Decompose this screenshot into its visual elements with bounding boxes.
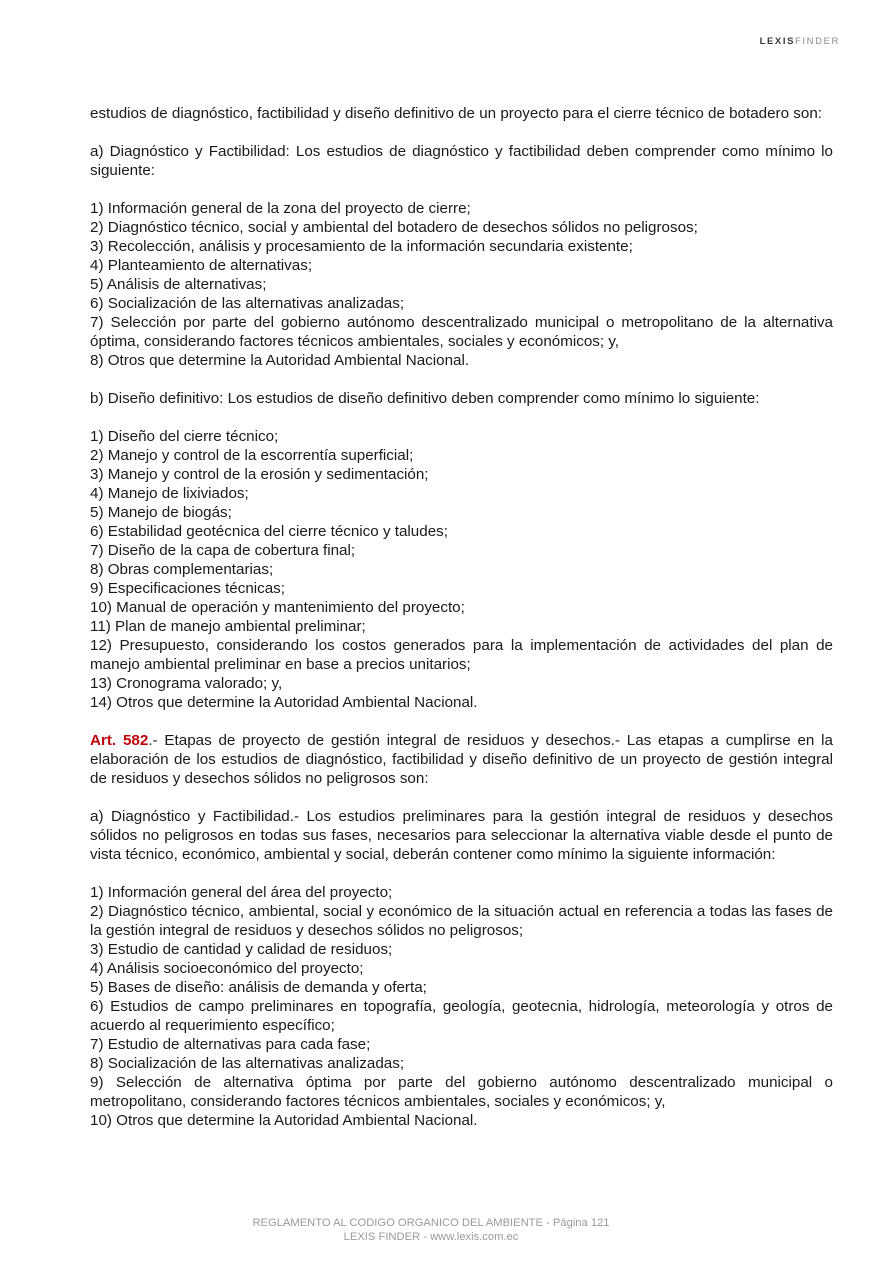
list-item: 4) Planteamiento de alternativas;	[90, 257, 313, 274]
lexis-finder-logo	[760, 36, 840, 47]
list-item: 10) Manual de operación y mantenimiento del proyecto;	[90, 599, 465, 616]
list-item: 12) Presupuesto, considerando los costos generados para la implementación de actividades del plan de manejo ambiental preliminar en base a precios unitarios;	[90, 637, 833, 673]
list-item: 8) Otros que determine la Autoridad Ambiental Nacional.	[90, 352, 470, 369]
list-item: 6) Estabilidad geotécnica del cierre técnico y taludes;	[90, 523, 448, 540]
list-item: 4) Análisis socioeconómico del proyecto;	[90, 960, 364, 977]
list-item: 6) Socialización de las alternativas analizadas;	[90, 295, 405, 312]
section-b-list	[90, 427, 833, 712]
article-link[interactable]: Art. 582	[90, 732, 149, 749]
list-item: 2) Diagnóstico técnico, social y ambiental del botadero de desechos sólidos no peligrosos;	[90, 219, 698, 236]
list-item: 3) Estudio de cantidad y calidad de residuos;	[90, 941, 393, 958]
list-item: 5) Bases de diseño: análisis de demanda y oferta;	[90, 979, 427, 996]
list-item: 7) Estudio de alternativas para cada fase;	[90, 1036, 371, 1053]
article-582-paragraph	[90, 731, 833, 788]
section-a-list	[90, 199, 833, 370]
list-item: 5) Manejo de biogás;	[90, 504, 232, 521]
list-item: 4) Manejo de lixiviados;	[90, 485, 249, 502]
document-body	[90, 104, 833, 1130]
list-item: 11) Plan de manejo ambiental preliminar;	[90, 618, 366, 635]
list-item: 1) Información general del área del proyecto;	[90, 884, 393, 901]
brand-light: FINDER	[795, 36, 840, 47]
article-text: .- Etapas de proyecto de gestión integral de residuos y desechos.- Las etapas a cumplirse en la elaboración de los estudios de diagnóstico, factibilidad y diseño definitivo de un proyecto de gestión integral de residuos y desechos sólidos no peligrosos son:	[90, 732, 834, 787]
footer-title: REGLAMENTO AL CODIGO ORGANICO DEL AMBIENTE - Página 121	[252, 1217, 610, 1229]
brand-bold: LEXIS	[759, 36, 796, 47]
list-item: 13) Cronograma valorado; y,	[90, 675, 283, 692]
list-item: 14) Otros que determine la Autoridad Ambiental Nacional.	[90, 694, 478, 711]
section-a2-list	[90, 883, 833, 1130]
list-item: 8) Obras complementarias;	[90, 561, 274, 578]
intro-paragraph: estudios de diagnóstico, factibilidad y diseño definitivo de un proyecto para el cierre técnico de botadero son:	[90, 105, 822, 122]
list-item: 10) Otros que determine la Autoridad Ambiental Nacional.	[90, 1112, 478, 1129]
list-item: 3) Manejo y control de la erosión y sedimentación;	[90, 466, 429, 483]
list-item: 3) Recolección, análisis y procesamiento de la información secundaria existente;	[90, 238, 633, 255]
list-item: 5) Análisis de alternativas;	[90, 276, 267, 293]
list-item: 2) Manejo y control de la escorrentía superficial;	[90, 447, 414, 464]
footer-site: LEXIS FINDER - www.lexis.com.ec	[343, 1231, 519, 1243]
list-item: 6) Estudios de campo preliminares en topografía, geología, geotecnia, hidrología, meteorología y otros de acuerdo al requerimiento específico;	[90, 998, 833, 1034]
list-item: 7) Diseño de la capa de cobertura final;	[90, 542, 356, 559]
list-item: 1) Información general de la zona del proyecto de cierre;	[90, 200, 471, 217]
section-a-heading: a) Diagnóstico y Factibilidad: Los estudios de diagnóstico y factibilidad deben comprender como mínimo lo siguiente:	[90, 143, 833, 179]
section-b-heading: b) Diseño definitivo: Los estudios de diseño definitivo deben comprender como mínimo lo siguiente:	[90, 390, 760, 407]
page-footer	[0, 1216, 862, 1244]
list-item: 9) Selección de alternativa óptima por parte del gobierno autónomo descentralizado municipal o metropolitano, considerando factores técnicos ambientales, sociales y económicos; y,	[90, 1074, 833, 1110]
list-item: 9) Especificaciones técnicas;	[90, 580, 285, 597]
list-item: 8) Socialización de las alternativas analizadas;	[90, 1055, 405, 1072]
list-item: 2) Diagnóstico técnico, ambiental, social y económico de la situación actual en referencia a todas las fases de la gestión integral de residuos y desechos sólidos no peligrosos;	[90, 903, 833, 939]
list-item: 7) Selección por parte del gobierno autónomo descentralizado municipal o metropolitano de la alternativa óptima, considerando factores técnicos ambientales, sociales y económicos; y,	[90, 314, 833, 350]
list-item: 1) Diseño del cierre técnico;	[90, 428, 279, 445]
section-a2-heading: a) Diagnóstico y Factibilidad.- Los estudios preliminares para la gestión integral de residuos y desechos sólidos no peligrosos en todas sus fases, necesarios para seleccionar la alternativa viable desde el punto de vista técnico, económico, ambiental y social, deberán contener como mínimo la siguiente información:	[90, 808, 833, 863]
